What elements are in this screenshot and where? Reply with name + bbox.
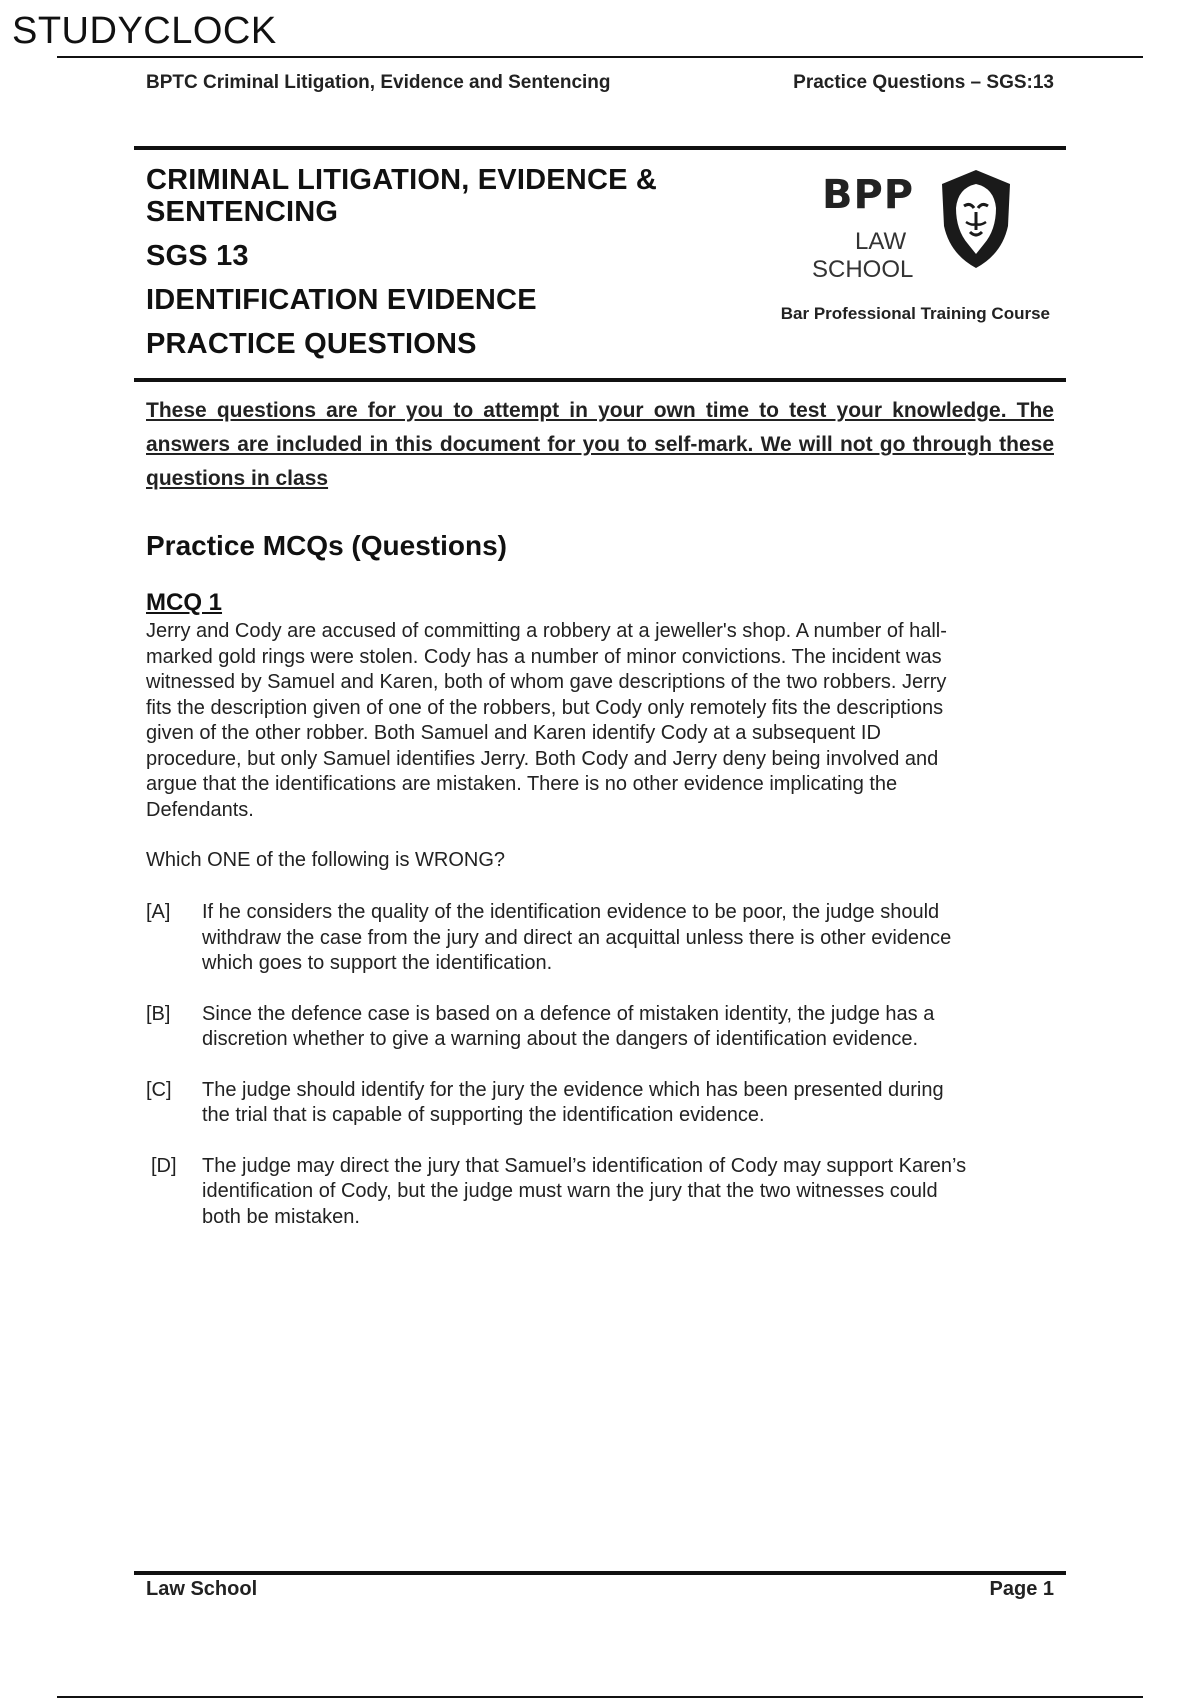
title-line-4: IDENTIFICATION EVIDENCE bbox=[146, 284, 537, 316]
option-c bbox=[146, 1078, 1076, 1129]
page-number: Page 1 bbox=[989, 1578, 1054, 1600]
title-line-3: SGS 13 bbox=[146, 240, 249, 272]
option-text bbox=[202, 1002, 1076, 1053]
intro-notice: These questions are for you to attempt in your own time to test your knowledge. The answers are included in this document for you to self-mark. We will not go through these questions in class bbox=[146, 399, 1054, 490]
scenario-line: Jerry and Cody are accused of committing a robbery at a jeweller's shop. A number of hall- bbox=[146, 620, 947, 642]
option-text bbox=[202, 1154, 1076, 1231]
title-line-1: CRIMINAL LITIGATION, EVIDENCE & bbox=[146, 164, 658, 196]
logo-brand: BPP bbox=[822, 172, 915, 218]
scenario-line: witnessed by Samuel and Karen, both of whom gave descriptions of the two robbers. Jerry bbox=[146, 671, 947, 693]
scenario-line: procedure, but only Samuel identifies Jerry. Both Cody and Jerry deny being involved and bbox=[146, 747, 939, 770]
logo-law-text: LAW bbox=[855, 228, 907, 255]
option-text bbox=[202, 1078, 1076, 1129]
running-header-right: Practice Questions – SGS:13 bbox=[793, 72, 1054, 93]
watermark: STUDYCLOCK bbox=[12, 10, 277, 52]
option-line: Since the defence case is based on a defence of mistaken identity, the judge has a bbox=[202, 1002, 935, 1025]
option-line: identification of Cody, but the judge must warn the jury that the two witnesses could bbox=[202, 1180, 938, 1202]
option-text bbox=[202, 900, 1076, 977]
title-block bbox=[134, 146, 1066, 382]
running-header bbox=[146, 72, 1054, 94]
option-line: withdraw the case from the jury and direct an acquittal unless there is other evidence bbox=[202, 926, 952, 949]
logo-school-text: SCHOOL bbox=[812, 256, 914, 283]
option-a bbox=[146, 900, 1076, 977]
scenario-line: given of the other robber. Both Samuel and Karen identify Cody at a subsequent ID bbox=[146, 722, 881, 744]
scenario-line: Defendants. bbox=[146, 798, 254, 821]
option-letter: [A] bbox=[146, 901, 171, 923]
option-letter: [D] bbox=[151, 1154, 177, 1177]
footer-left: Law School bbox=[146, 1578, 258, 1600]
lion-shield-icon bbox=[936, 168, 1016, 270]
option-b bbox=[146, 1002, 1076, 1053]
mcq-heading: MCQ 1 bbox=[146, 589, 223, 616]
option-line: the trial that is capable of supporting the identification evidence. bbox=[202, 1104, 765, 1126]
running-header-left: BPTC Criminal Litigation, Evidence and Sentencing bbox=[146, 72, 611, 93]
answer-options bbox=[146, 900, 1076, 1255]
option-d bbox=[146, 1154, 1076, 1231]
option-line: The judge should identify for the jury the evidence which has been presented during bbox=[202, 1078, 944, 1101]
option-line: discretion whether to give a warning about the dangers of identification evidence. bbox=[202, 1028, 919, 1050]
scenario-line: fits the description given of one of the robbers, but Cody only remotely fits the descriptions bbox=[146, 696, 944, 719]
title-line-5: PRACTICE QUESTIONS bbox=[146, 328, 477, 360]
option-line: If he considers the quality of the identification evidence to be poor, the judge should bbox=[202, 901, 940, 923]
mcq-scenario bbox=[146, 619, 1054, 823]
course-name: Bar Professional Training Course bbox=[780, 304, 1050, 323]
scenario-line: marked gold rings were stolen. Cody has a number of minor convictions. The incident was bbox=[146, 645, 942, 668]
option-letter: [C] bbox=[146, 1078, 172, 1101]
bottom-divider bbox=[57, 1696, 1143, 1698]
option-line: both be mistaken. bbox=[202, 1205, 360, 1228]
top-divider bbox=[57, 56, 1143, 58]
scenario-line: argue that the identifications are mistaken. There is no other evidence implicating the bbox=[146, 773, 898, 795]
page-footer bbox=[146, 1578, 1054, 1601]
section-heading: Practice MCQs (Questions) bbox=[146, 530, 507, 561]
footer-divider bbox=[134, 1571, 1066, 1575]
question-stem: Which ONE of the following is WRONG? bbox=[146, 849, 505, 871]
option-line: The judge may direct the jury that Samuel’s identification of Cody may support Karen’s bbox=[202, 1154, 967, 1177]
option-line: which goes to support the identification. bbox=[202, 952, 553, 974]
document-title bbox=[146, 164, 666, 372]
option-letter: [B] bbox=[146, 1002, 171, 1025]
title-line-2: SENTENCING bbox=[146, 196, 339, 228]
